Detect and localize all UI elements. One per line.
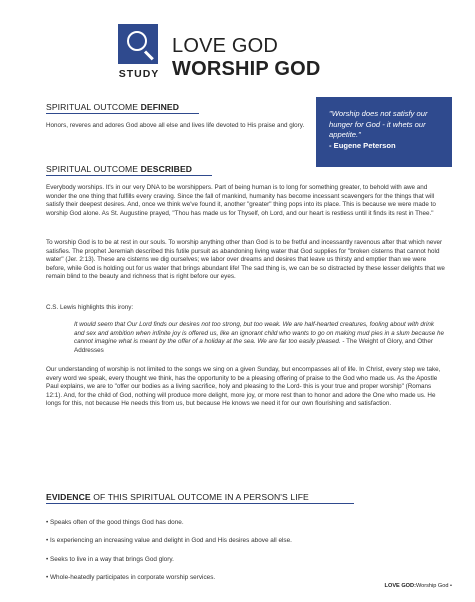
section-heading-defined: SPIRITUAL OUTCOME DEFINED — [46, 102, 180, 112]
described-paragraph-3: C.S. Lewis highlights this irony: — [46, 304, 134, 311]
lewis-quote-source: - The Weight of Glory, and Other Addresses — [74, 338, 434, 354]
list-item: • Speaks often of the good things God has done. — [46, 519, 184, 526]
magnifier-lens — [127, 31, 147, 51]
section-heading-evidence: EVIDENCE OF THIS SPIRITUAL OUTCOME IN A PERSON'S LIFE — [46, 492, 309, 502]
list-item: • Seeks to live in a way that brings God glory. — [46, 555, 174, 563]
magnifier-handle — [144, 50, 154, 60]
page-title-line1: LOVE GOD — [172, 35, 279, 57]
described-paragraph-4: Our understanding of worship is not limited to the songs we sing on a given Sunday, but encompasses all of life. In Christ, every step we take, every word we speak, every thought we think, has the opportunity to be a pleasing offering of praise to the God who made us. As the Apostle Paul explains, we are to "offer our bodies as a living sacrifice, holy and pleasing to the Lord- this is your true and proper worship" (Romans 12:1). And, for the child of God, nothing will produce more delight, more joy, or more rest than to honor and adore the One who made us. He longs for this, not because He needs this from us, but because He knows we need it for our own flourishing and satisfaction. — [46, 366, 441, 408]
described-paragraph-2: To worship God is to be at rest in our souls. To worship anything other than God is to be fretful and incessantly ravenous after that which never satisfies. The prophet Jeremiah described this futile pursuit as abandoning living water that God supplies for "broken cisterns that cannot hold water" (Jer. 2:13). These are cisterns we dig ourselves; we labor over dreams and desires that leave us thirsty and emptier than we were before, while God is holding out for us water that brings abundant life! The sad thing is, we can be so distracted by these lesser delights that we remain blind to the beauty and richness that is right before our eyes. — [46, 239, 445, 281]
page-title-line2: WORSHIP GOD — [172, 58, 321, 80]
section-rule-evidence — [46, 503, 354, 504]
list-item: • Is experiencing an increasing value and delight in God and His desires above all else. — [46, 537, 292, 545]
section-rule-defined — [46, 113, 199, 114]
study-logo-icon — [118, 24, 158, 64]
section-heading-described: SPIRITUAL OUTCOME DESCRIBED — [46, 164, 193, 174]
section-rule-described — [46, 175, 212, 176]
lewis-quote-text: It would seem that Our Lord finds our desires not too strong, but too weak. We are half-hearted creatures, fooling about with drink and sex and ambition when infinite joy is offered us, like an ignorant child who wants to go on making mud pies in a slum because he cannot imagine what is meant by the offer of a holiday at the sea. We are far too easily pleased. — [74, 321, 444, 346]
lewis-quote — [74, 321, 444, 355]
logo-label: STUDY — [118, 68, 160, 80]
defined-text: Honors, reveres and adores God above all else and lives life devoted to His praise and glory. — [46, 122, 305, 129]
list-item: • Whole-heatedly participates in corporate worship services. — [46, 574, 216, 582]
quote-text: "Worship does not satisfy our hunger for God - it whets our appetite." — [329, 109, 428, 139]
quote-box — [316, 97, 452, 167]
quote-attribution: - Eugene Peterson — [329, 140, 396, 150]
page-footer: LOVE GOD:Worship God • — [384, 583, 452, 589]
described-paragraph-1: Everybody worships. It's in our very DNA to be worshippers. Part of being human is to long for something greater, to behold with awe and wonder the one thing that fulfills every craving. Since the fall of mankind, humanity has become incessant scavengers for the things that will satisfy their deepest desires. And, once we think we've found it, another "greater" thing pops into its place. This is because we were made to worship God alone. As St. Augustine prayed, "Thou has made us for Thyself, oh Lord, and our heart is restless until it finds its rest in Thee." — [46, 184, 436, 217]
evidence-list — [46, 519, 446, 593]
